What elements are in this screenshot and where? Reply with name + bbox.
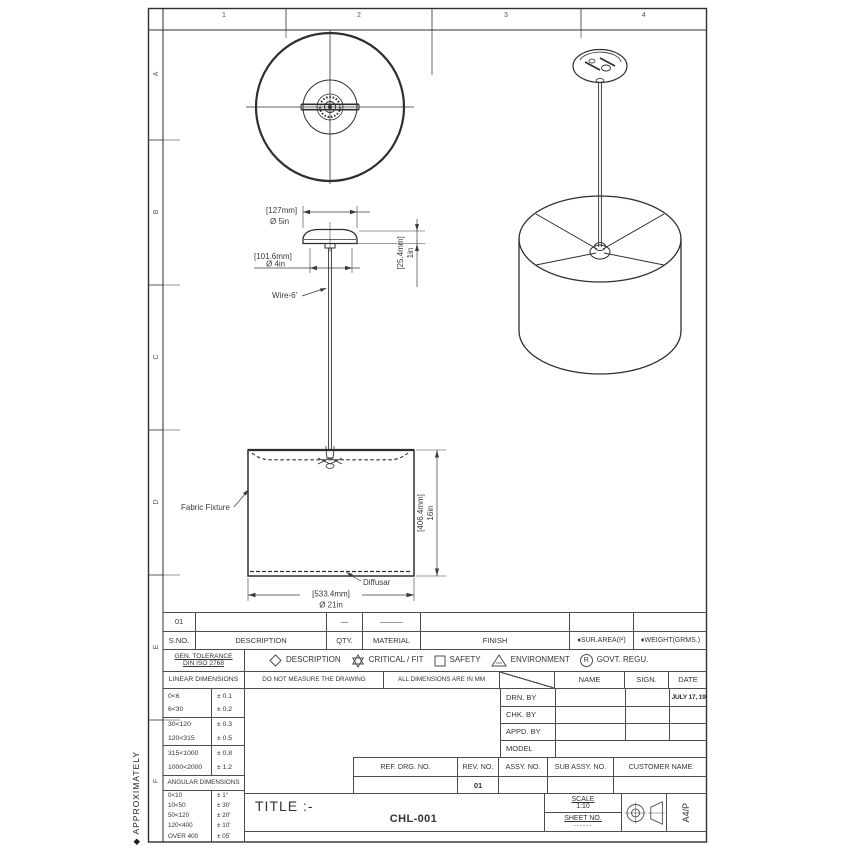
scale-value: 1:10: [576, 803, 590, 810]
symbol-label-critical: CRITICAL / FIT: [368, 655, 424, 665]
diamond-icon: ♦: [640, 636, 645, 644]
angular-tolerance-table: [163, 790, 245, 842]
grid-row-c: C: [152, 354, 160, 360]
header-name: NAME: [555, 672, 625, 688]
linear-range: 6<30: [163, 703, 212, 717]
linear-tol: ± 0.1: [217, 692, 233, 700]
assy-no-value: [499, 777, 548, 794]
diamond-filled-icon: ◆: [131, 837, 141, 845]
iso-view: [519, 50, 681, 375]
linear-range: 1000<2000: [163, 761, 212, 775]
linear-range: 30<120: [163, 718, 212, 732]
header-sno: S.NO.: [163, 632, 196, 649]
chk-sign: [626, 707, 670, 723]
chk-date: [670, 707, 707, 723]
grid-column-2: 2: [357, 12, 361, 19]
symbol-label-safety: SAFETY: [449, 655, 481, 665]
chk-name: [556, 707, 626, 723]
dimension-texts: [181, 206, 435, 610]
scale-sheet-cell: [545, 794, 622, 831]
label-wire: Wire-6': [272, 291, 298, 300]
scale-label: SCALE: [571, 795, 595, 803]
grid-row-b: B: [152, 209, 160, 215]
appd-by-label: APPD. BY: [501, 724, 556, 740]
header-surarea-label: SUR.AREA(I²): [580, 636, 626, 644]
ref-value-row: [354, 776, 707, 794]
dim-canopy-h-mm: [25.4mm]: [396, 236, 405, 270]
item-weight: [634, 613, 707, 631]
item-surarea: [570, 613, 634, 631]
drn-sign: [626, 689, 670, 706]
rev-no-label: REV. NO.: [458, 758, 499, 776]
paper-size-cell: [667, 794, 707, 831]
item-description: [196, 613, 327, 631]
linear-range: 120<315: [163, 732, 212, 746]
drn-date: JULY 17, 19: [671, 693, 706, 701]
label-fabric-fixture: Fabric Fixture: [181, 503, 230, 512]
diagonal-cell: [500, 672, 555, 688]
item-finish: [421, 613, 570, 631]
dim-shade-dia-in: Ø 21in: [319, 600, 343, 610]
note-do-not-measure: DO NOT MEASURE THE DRAWING: [245, 672, 384, 688]
title-label: TITLE :-: [255, 798, 314, 814]
symbol-label-govt: GOVT. REGU.: [596, 655, 649, 665]
ref-drg-no-value: [354, 777, 458, 794]
triangle-outline-icon: [491, 654, 507, 667]
rev-no-value: 01: [458, 777, 499, 794]
header-material: MATERIAL: [363, 632, 421, 649]
angular-range: 0<10: [163, 791, 212, 801]
header-qty: QTY.: [327, 632, 363, 649]
bom-header-row: [163, 631, 707, 649]
diamond-outline-icon: [269, 654, 282, 667]
appd-date: [670, 724, 707, 740]
angular-range: 120<400: [163, 822, 212, 832]
ref-block: [353, 757, 707, 793]
item-material: ———: [363, 613, 421, 631]
scale-cell: [545, 794, 621, 813]
model-value: [556, 741, 707, 757]
drawing-number: CHL-001: [389, 813, 438, 825]
side-note-text: APPROXIMATELY: [131, 751, 141, 835]
star-outline-icon: [351, 654, 365, 668]
dim-canopy-h-in: 1in: [406, 247, 415, 259]
chk-by-label: CHK. BY: [501, 707, 556, 723]
assy-no-label: ASSY. NO.: [499, 758, 548, 776]
title-band: [245, 793, 707, 831]
side-note: [131, 725, 142, 845]
item-sno: 01: [163, 613, 196, 631]
drn-name: [556, 689, 626, 706]
symbols-row: [163, 649, 707, 671]
sheet-no-label: SHEET NO.: [564, 815, 602, 823]
grid-column-3: 3: [504, 12, 508, 19]
linear-tolerance-table: [163, 689, 245, 775]
header-weight: [634, 632, 707, 649]
header-date: DATE: [678, 675, 698, 685]
angular-range: OVER 400: [163, 832, 212, 842]
linear-tol: ± 0.8: [217, 749, 233, 757]
title-cell: [245, 794, 545, 831]
linear-dims-title: LINEAR DIMENSIONS: [163, 672, 245, 688]
dim-shade-dia-mm: [533.4mm]: [312, 589, 350, 599]
approval-table: [500, 689, 707, 757]
symbol-label-environment: ENVIRONMENT: [510, 655, 570, 665]
header-finish: FINISH: [421, 632, 570, 649]
linear-range: 0<6: [163, 689, 212, 703]
grid-row-d: D: [152, 499, 160, 505]
notes-row: [163, 671, 707, 689]
note-dims-in-mm: ALL DIMENSIONS ARE IN MM: [384, 672, 500, 688]
gen-tolerance-line1: GEN. TOLERANCE: [174, 652, 233, 660]
angular-tol: ± 30': [217, 801, 231, 809]
sheet-cell: [545, 813, 621, 831]
grid-row-e: E: [152, 644, 160, 650]
angular-tol: ± 05': [217, 832, 231, 840]
header-surarea: [570, 632, 634, 649]
bottom-strip: [245, 831, 707, 842]
model-row: [501, 740, 707, 757]
dim-shade-h-in: 16in: [426, 505, 435, 521]
appd-name: [556, 724, 626, 740]
sub-assy-no-value: [548, 777, 614, 794]
model-label: MODEL: [501, 741, 556, 757]
grid-row-a: A: [152, 71, 160, 77]
top-view: [246, 30, 414, 184]
linear-tol: ± 0.2: [212, 703, 244, 717]
angular-dims-title: ANGULAR DIMENSIONS: [163, 775, 245, 790]
linear-range: 315<1000: [163, 746, 212, 760]
header-description: DESCRIPTION: [196, 632, 327, 649]
item-row: [163, 612, 707, 631]
angular-tol: ± 10': [217, 822, 231, 830]
dim-canopy-dia-mm: [127mm]: [266, 206, 298, 215]
circled-r-icon: R: [580, 654, 593, 667]
square-outline-icon: [434, 655, 446, 667]
third-angle-projection-icon: [623, 796, 666, 830]
grid-row-f: F: [152, 778, 160, 784]
drn-row: [501, 689, 707, 706]
symbol-legend: [245, 650, 707, 671]
dim-stem-dia-mm: [101.6mm]: [254, 252, 292, 261]
grid-column-1: 1: [222, 12, 226, 19]
symbol-label-description: DESCRIPTION: [286, 655, 341, 665]
ref-header-row: [354, 758, 707, 776]
gen-tolerance-line2: DIN ISO 2768: [182, 659, 225, 667]
front-view: [248, 222, 414, 576]
item-qty: —: [327, 613, 363, 631]
dim-shade-h-mm: [406.4mm]: [416, 494, 425, 532]
projection-cell: [622, 794, 667, 831]
sheet-no-value: ------: [574, 822, 592, 829]
linear-tol: ± 0.5: [212, 732, 244, 746]
ref-drg-no-label: REF. DRG. NO.: [354, 758, 458, 776]
angular-range: 10<50: [163, 801, 212, 811]
angular-range: 50<120: [163, 811, 212, 821]
header-sign: SIGN.: [625, 672, 669, 688]
dim-canopy-dia-in: Ø 5in: [270, 217, 290, 226]
gen-tolerance: [163, 650, 245, 671]
sub-assy-no-label: SUB ASSY. NO.: [548, 758, 614, 776]
chk-row: [501, 706, 707, 723]
header-weight-label: WEIGHT(GRMS.): [644, 636, 701, 644]
customer-name-value: [614, 777, 707, 794]
drn-by-label: DRN. BY: [501, 689, 556, 706]
linear-tol: ± 1.2: [217, 764, 233, 772]
customer-name-label: CUSTOMER NAME: [628, 762, 693, 772]
angular-tol: ± 20': [217, 812, 231, 820]
label-diffuser: Diffusar: [363, 578, 391, 587]
appd-row: [501, 723, 707, 740]
dim-stem-dia-in: Ø 4in: [266, 259, 286, 269]
angular-tol: ± 1°: [217, 791, 229, 799]
linear-tol: ± 0.3: [217, 721, 233, 729]
grid-column-4: 4: [642, 12, 646, 19]
diamond-icon: ♦: [577, 636, 581, 644]
paper-size: A4/P: [681, 802, 692, 823]
appd-sign: [626, 724, 670, 740]
